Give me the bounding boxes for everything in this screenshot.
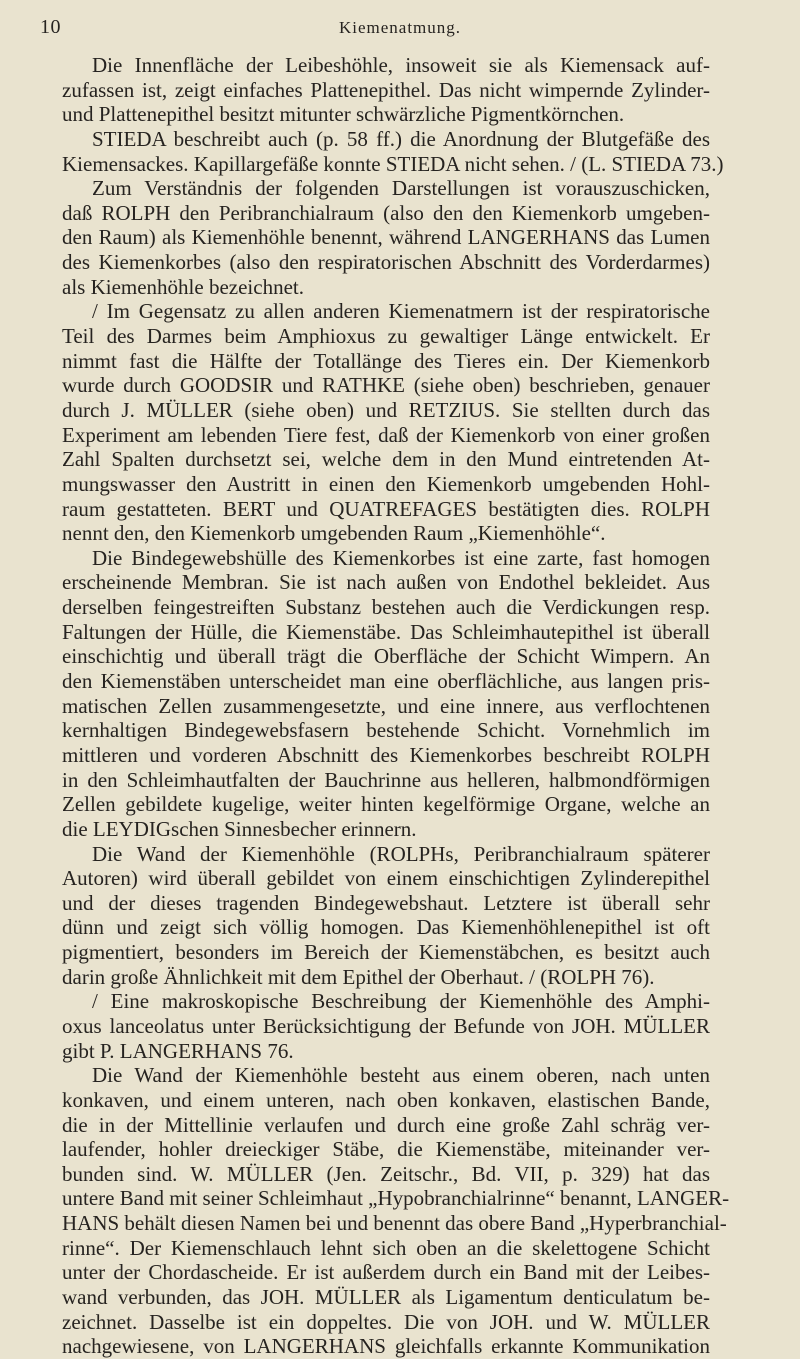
text-line: und der dieses tragenden Bindegewebshaut. Letztere ist überall sehr xyxy=(62,890,710,915)
text-line: konkaven, und einem unteren, nach oben konkaven, elastischen Bande, xyxy=(62,1087,710,1112)
text-line: Zellen gebildete kugelige, weiter hinten kegelförmige Organe, welche an xyxy=(62,792,710,817)
text-line: die LEYDIGschen Sinnesbecher erinnern. xyxy=(62,816,417,841)
text-line: untere Band mit seiner Schleimhaut „Hypobranchialrinne“ benannt, LANGER- xyxy=(62,1186,730,1211)
text-line: nachgewiesene, von LANGERHANS gleichfalls erkannte Kommunikation xyxy=(62,1334,710,1359)
text-line: Zum Verständnis der folgenden Darstellungen ist vorauszuschicken, xyxy=(92,176,710,201)
text-line: Zahl Spalten durchsetzt sei, welche dem in den Mund eintretenden At- xyxy=(62,447,710,472)
text-line: / Eine makroskopische Beschreibung der Kiemenhöhle des Amphi- xyxy=(92,989,710,1014)
text-line: die in der Mittellinie verlaufen und durch eine große Zahl schräg ver- xyxy=(62,1112,710,1137)
text-line: laufender, hohler dreieckiger Stäbe, die Kiemenstäbe, miteinander ver- xyxy=(62,1137,710,1162)
body-text xyxy=(62,53,730,1359)
text-line: oxus lanceolatus unter Berücksichtigung der Befunde von JOH. MÜLLER xyxy=(62,1013,710,1038)
text-line: zeichnet. Dasselbe ist ein doppeltes. Die von JOH. und W. MÜLLER xyxy=(62,1309,710,1334)
text-line: und Plattenepithel besitzt mitunter schwärzliche Pigmentkörnchen. xyxy=(62,102,625,127)
text-line: durch J. MÜLLER (siehe oben) und RETZIUS. Sie stellten durch das xyxy=(62,397,710,422)
text-line: daß ROLPH den Peribranchialraum (also den den Kiemenkorb umgeben- xyxy=(62,200,710,225)
text-line: den Raum) als Kiemenhöhle benennt, während LANGERHANS das Lumen xyxy=(62,225,710,250)
text-line: rinne“. Der Kiemenschlauch lehnt sich oben an die skelettogene Schicht xyxy=(62,1235,710,1260)
text-line: matischen Zellen zusammengesetzte, und eine innere, aus verflochtenen xyxy=(62,693,710,718)
text-line: pigmentiert, besonders im Bereich der Kiemenstäbchen, es besitzt auch xyxy=(62,940,710,965)
text-line: unter der Chordascheide. Er ist außerdem durch ein Band mit der Leibes- xyxy=(62,1260,710,1285)
text-line: einschichtig und überall trägt die Oberfläche der Schicht Wimpern. An xyxy=(62,644,710,669)
text-line: mittleren und vorderen Abschnitt des Kiemenkorbes beschreibt ROLPH xyxy=(62,742,710,767)
text-line: kernhaltigen Bindegewebsfasern bestehende Schicht. Vornehmlich im xyxy=(62,718,710,743)
running-head: Kiemenatmung. xyxy=(338,18,462,37)
text-line: Faltungen der Hülle, die Kiemenstäbe. Das Schleimhautepithel ist überall xyxy=(62,619,710,644)
text-line: zufassen ist, zeigt einfaches Plattenepithel. Das nicht wimpernde Zylinder- xyxy=(62,77,710,102)
text-line: / Im Gegensatz zu allen anderen Kiemenatmern ist der respiratorische xyxy=(92,299,710,324)
text-line: Teil des Darmes beim Amphioxus zu gewaltiger Länge entwickelt. Er xyxy=(62,324,710,349)
text-line: gibt P. LANGERHANS 76. xyxy=(62,1038,294,1063)
text-line: wand verbunden, das JOH. MÜLLER als Ligamentum denticulatum be- xyxy=(62,1285,710,1310)
text-line: Die Innenfläche der Leibeshöhle, insoweit sie als Kiemensack auf- xyxy=(92,53,710,77)
text-line: HANS behält diesen Namen bei und benennt das obere Band „Hyperbranchial- xyxy=(62,1211,727,1236)
text-line: Experiment am lebenden Tiere fest, daß der Kiemenkorb von einer großen xyxy=(62,422,710,447)
text-line: in den Schleimhautfalten der Bauchrinne aus helleren, halbmondförmigen xyxy=(62,767,710,792)
text-line: erscheinende Membran. Sie ist nach außen von Endothel bekleidet. Aus xyxy=(62,570,710,595)
text-line: dünn und zeigt sich völlig homogen. Das Kiemenhöhlenepithel ist oft xyxy=(62,915,710,940)
text-line: den Kiemenstäben unterscheidet man eine oberflächliche, aus langen pris- xyxy=(62,669,710,694)
page-number: 10 xyxy=(40,16,61,38)
text-line: darin große Ähnlichkeit mit dem Epithel der Oberhaut. / (ROLPH 76). xyxy=(62,964,655,989)
text-line: bunden sind. W. MÜLLER (Jen. Zeitschr., Bd. VII, p. 329) hat das xyxy=(62,1161,710,1186)
text-line: als Kiemenhöhle bezeichnet. xyxy=(62,274,304,299)
text-line: mungswasser den Austritt in einen den Kiemenkorb umgebenden Hohl- xyxy=(62,471,710,496)
text-line: Die Bindegewebshülle des Kiemenkorbes ist eine zarte, fast homogen xyxy=(92,545,710,570)
text-line: nennt den, den Kiemenkorb umgebenden Raum „Kiemenhöhle“. xyxy=(62,521,606,546)
text-line: nimmt fast die Hälfte der Totallänge des Tieres ein. Der Kiemenkorb xyxy=(62,348,710,373)
text-line: Kiemensackes. Kapillargefäße konnte STIEDA nicht sehen. / (L. STIEDA 73.) xyxy=(62,151,724,176)
text-line: des Kiemenkorbes (also den respiratorischen Abschnitt des Vorderdarmes) xyxy=(62,250,710,275)
text-line: derselben feingestreiften Substanz bestehen auch die Verdickungen resp. xyxy=(62,595,710,620)
text-line: Die Wand der Kiemenhöhle (ROLPHs, Peribranchialraum späterer xyxy=(92,841,710,866)
text-line: wurde durch GOODSIR und RATHKE (siehe oben) beschrieben, genauer xyxy=(62,373,710,398)
text-line: raum gestatteten. BERT und QUATREFAGES bestätigten dies. ROLPH xyxy=(62,496,710,521)
text-line: Die Wand der Kiemenhöhle besteht aus einem oberen, nach unten xyxy=(92,1063,710,1088)
text-line: STIEDA beschreibt auch (p. 58 ff.) die Anordnung der Blutgefäße des xyxy=(92,126,710,151)
text-line: Autoren) wird überall gebildet von einem einschichtigen Zylinderepithel xyxy=(62,866,710,891)
